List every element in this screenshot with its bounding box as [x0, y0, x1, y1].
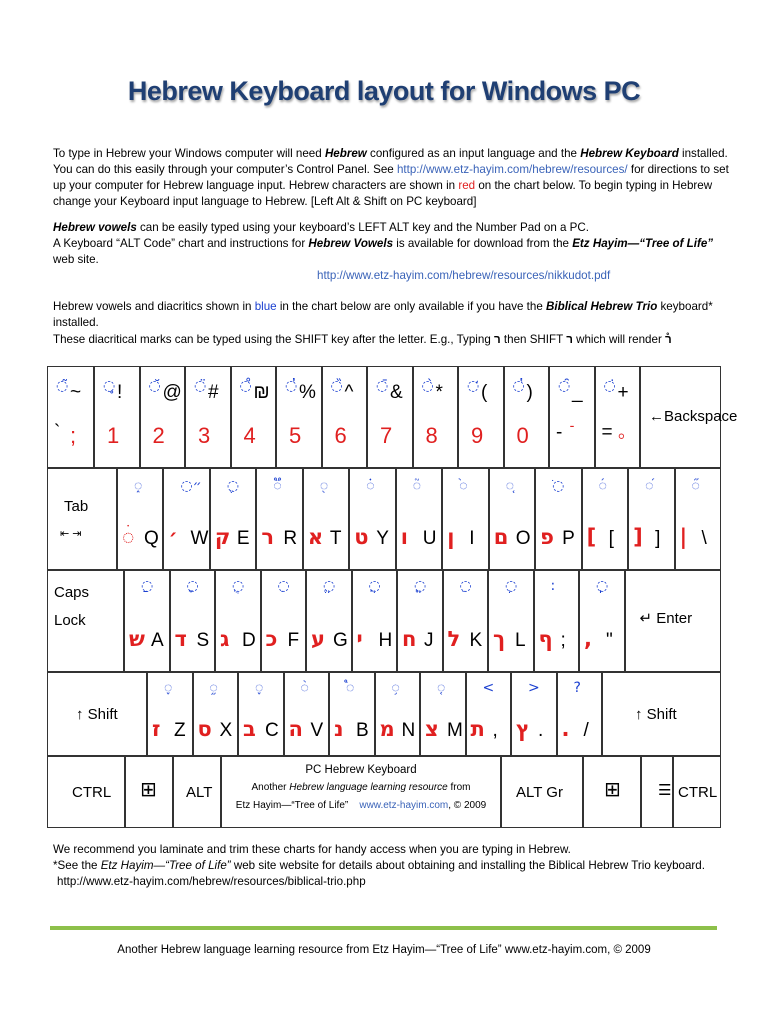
shift-paragraph [53, 332, 733, 348]
diacritic-glyph: ◌̆ [148, 378, 161, 394]
hebrew-char: ד [174, 627, 187, 651]
hebrew-char: ף [538, 627, 553, 651]
vowels-text: Hebrew Vowels [308, 237, 394, 250]
hebrew-char: ◌ׄ [122, 525, 135, 549]
lower-char: ` [54, 422, 61, 443]
latin-char: " [606, 630, 613, 651]
key-row2[interactable] [396, 468, 442, 570]
hebrew-char: . [561, 717, 570, 741]
diacritic-glyph: ◌֖ [319, 478, 329, 494]
hebrew-char: 6 [334, 423, 347, 448]
diacritic-glyph: ◌̏ [330, 378, 343, 394]
key-row1[interactable] [367, 366, 413, 468]
diacritic-glyph: ◌ֻ [232, 578, 245, 594]
key-row3[interactable] [488, 570, 534, 672]
diacritic-glyph: ◌֞ [691, 478, 700, 494]
keyboard-chart [47, 366, 738, 828]
note-text: web site website for details about obtaining and installing the Biblical Hebrew Trio keyboard. [230, 859, 705, 872]
blue-text: keyboard* installed. [53, 300, 713, 329]
latin-char: D [242, 630, 256, 651]
key-row4[interactable] [557, 672, 603, 756]
hebrew-char: 8 [425, 423, 438, 448]
ctrl-left-key[interactable] [47, 756, 125, 828]
hebrew-char: [ [586, 525, 597, 549]
latin-char: H [378, 630, 393, 651]
key-row4[interactable] [511, 672, 557, 756]
windows-logo-icon: ⊞ [604, 777, 621, 801]
space-text: , © 2009 [448, 800, 487, 811]
key-row1[interactable] [458, 366, 504, 468]
key-row2[interactable] [349, 468, 395, 570]
shift-right-key[interactable] [602, 672, 721, 756]
resources-link[interactable]: http://www.etz-hayim.com/hebrew/resources/ [396, 163, 628, 176]
key-row4[interactable] [420, 672, 466, 756]
key-row1[interactable] [276, 366, 322, 468]
latin-char: N [401, 720, 416, 741]
key-row1[interactable] [231, 366, 277, 468]
note-text: Etz Hayim—“Tree of Life” [100, 859, 231, 872]
diacritic-glyph: ◌֤ [437, 680, 446, 696]
vowels-text: is available for download from the [393, 237, 573, 250]
shift-text: These diacritical marks can be typed using the SHIFT key after the letter. E.g., Typing [53, 333, 494, 346]
key-row3[interactable] [261, 570, 307, 672]
hebrew-char: ; [70, 423, 77, 448]
diacritic-glyph: ◌֑ [134, 478, 143, 494]
space-line [222, 783, 500, 793]
hebrew-char: ב [243, 717, 256, 741]
shift-char: + [617, 382, 629, 403]
diacritic-glyph: ◌֗ [366, 478, 375, 494]
diacritic-glyph: ◌֜ [598, 478, 607, 494]
space-text: www.etz-hayim.com [359, 800, 449, 811]
altgr-key[interactable] [501, 756, 583, 828]
tab-key[interactable] [47, 468, 117, 570]
hebrew-char: ׳ [168, 525, 178, 549]
footer-rule [50, 926, 717, 930]
hebrew-char: 7 [380, 423, 393, 448]
alt-key[interactable] [173, 756, 221, 828]
diacritic-glyph: ◌̔ [512, 378, 525, 394]
shift-char: & [390, 382, 403, 403]
alt-label: ALT [186, 784, 213, 801]
key-row4[interactable] [193, 672, 239, 756]
latin-char: ] [655, 528, 661, 549]
example-letter: ר [494, 333, 501, 346]
key-row2[interactable] [582, 468, 628, 570]
key-row2[interactable] [163, 468, 209, 570]
hebrew-char: ק [214, 525, 231, 549]
key-row1[interactable] [322, 366, 368, 468]
key-row3[interactable] [397, 570, 443, 672]
diacritic-glyph: ◌̑ [558, 378, 571, 394]
key-row2[interactable] [675, 468, 721, 570]
latin-char: R [283, 528, 298, 549]
key-row2[interactable] [489, 468, 535, 570]
diacritic-glyph: ◌ֳ [414, 578, 427, 594]
shift-char: ₪ [253, 382, 270, 403]
notes [53, 842, 733, 890]
key-row2[interactable] [442, 468, 488, 570]
diacritic-glyph: ◌ֶ [226, 478, 240, 494]
hebrew-char: ך [493, 627, 506, 651]
key-row2[interactable] [256, 468, 302, 570]
latin-char: X [219, 720, 233, 741]
vowels-text: can be easily typed using your keyboard’s LEFT ALT key and the Number Pad on a PC. [136, 221, 589, 234]
hebrew-char: כ [265, 627, 278, 651]
hebrew-char: ח [402, 627, 417, 651]
diacritic-glyph: ◌̃ [56, 378, 69, 394]
windows-left-key[interactable] [125, 756, 173, 828]
hebrew-char: א [307, 525, 324, 549]
latin-char: L [515, 630, 526, 651]
ctrl-label: CTRL [72, 784, 112, 801]
shift-char: ~ [70, 382, 82, 403]
diacritic-glyph: ◌̄ [376, 378, 389, 394]
diacritic-glyph: ◌̊ [239, 378, 252, 394]
backspace-label: ←Backspace [649, 408, 738, 425]
latin-char: T [329, 528, 342, 549]
diacritic-glyph: ◌ְ [505, 578, 518, 594]
blue-text: blue [254, 300, 277, 313]
latin-char: I [469, 528, 475, 549]
latin-char: S [196, 630, 210, 651]
hebrew-char: 4 [243, 423, 256, 448]
intro-text: for directions to set up your computer for Hebrew language input. Hebrew characters are shown in [53, 163, 729, 192]
hebrew-char: 5 [289, 423, 302, 448]
diacritic-glyph: ◌ֽ [596, 578, 609, 594]
key-row1[interactable] [595, 366, 641, 468]
key-row2[interactable] [535, 468, 581, 570]
hebrew-char: 9 [471, 423, 484, 448]
key-row3[interactable] [579, 570, 625, 672]
blue-text: Biblical Hebrew Trio [546, 300, 658, 313]
key-row4[interactable] [466, 672, 512, 756]
hebrew-char: ◦ [617, 423, 626, 448]
key-row2[interactable] [628, 468, 674, 570]
page-title: Hebrew Keyboard layout for Windows PC [127, 76, 641, 106]
key-row3[interactable] [306, 570, 352, 672]
hebrew-char: ל [447, 627, 461, 651]
latin-char: C [265, 720, 279, 741]
diacritic-glyph: ◌֦ [209, 680, 218, 696]
hebrew-char: ן [447, 525, 455, 549]
key-row4[interactable] [375, 672, 421, 756]
intro-paragraph [53, 146, 733, 210]
latin-char: M [447, 720, 463, 741]
key-row3[interactable] [215, 570, 261, 672]
diacritic-glyph: ◌֨ [300, 680, 309, 696]
diacritic-glyph: ◌֝ [645, 478, 654, 494]
diacritic-glyph: ◌ֵ [459, 578, 472, 594]
hebrew-char: ם [493, 525, 509, 549]
vowels-text: web site. [53, 253, 99, 266]
key-row3[interactable] [534, 570, 580, 672]
key-row4[interactable] [329, 672, 375, 756]
hebrew-char: ] [633, 525, 643, 549]
menu-key[interactable] [641, 756, 673, 828]
latin-char: B [356, 720, 369, 741]
hebrew-char: ו [400, 525, 408, 549]
latin-char: E [236, 528, 250, 549]
footer: Another Hebrew language learning resource from Etz Hayim—“Tree of Life” www.etz-hayim.com, © 2009 [117, 944, 651, 956]
diacritic-glyph: ◌̈ [194, 378, 207, 394]
hebrew-char: פ [540, 525, 554, 549]
nikkudot-link[interactable]: http://www.etz-hayim.com/hebrew/resources/nikkudot.pdf [317, 269, 611, 282]
shift-char: _ [572, 382, 583, 403]
key-row1[interactable] [413, 366, 459, 468]
intro-text: Hebrew Keyboard [580, 147, 679, 160]
intro-text: To type in Hebrew your Windows computer will need [53, 147, 325, 160]
latin-char: O [515, 528, 531, 549]
shift-text: then SHIFT [500, 333, 567, 346]
example-letter: ר֯ [665, 333, 672, 346]
hebrew-char: ע [311, 627, 325, 651]
diacritic-glyph: ◌̀ [421, 378, 434, 394]
intro-text: on the chart below. To begin typing in Hebrew change your Keyboard input language to Hebrew. [Left Alt & Shift on PC keyboard] [53, 179, 713, 208]
vowels-text: Etz Hayim—“Tree of Life” [572, 237, 714, 250]
space-title: PC Hebrew Keyboard [305, 764, 417, 776]
key-row4[interactable] [284, 672, 330, 756]
key-row1[interactable] [185, 366, 231, 468]
enter-key[interactable] [625, 570, 722, 672]
latin-char: J [424, 630, 434, 651]
hebrew-char: ש [129, 627, 145, 651]
key-row4[interactable] [147, 672, 193, 756]
diacritic-glyph: ◌֘ [412, 478, 422, 494]
hebrew-char: ג [220, 627, 230, 651]
diacritic-glyph: ◌̇ [603, 378, 616, 394]
enter-label: ↵ Enter [639, 610, 693, 627]
trio-link[interactable]: http://www.etz-hayim.com/hebrew/resources/biblical-trio.php [57, 875, 366, 888]
diacritic-glyph: ◌֪ [255, 680, 264, 696]
shift-char: # [208, 382, 219, 403]
latin-char: Q [144, 528, 159, 549]
key-row4[interactable] [238, 672, 284, 756]
shift-text: which will render [572, 333, 666, 346]
latin-char: W [190, 528, 209, 549]
hebrew-char: 2 [152, 423, 165, 448]
diacritic-glyph: ◌֥ [391, 680, 400, 696]
diacritic-glyph: ◌״ [180, 478, 202, 494]
diacritic-glyph: ◌ֹ [552, 478, 565, 494]
shift-char: ) [526, 382, 533, 403]
hebrew-char: | [679, 525, 688, 549]
menu-icon: ☰ [658, 782, 672, 799]
latin-char: . [538, 720, 544, 741]
ctrl-right-key[interactable] [673, 756, 721, 828]
intro-text: red [458, 179, 476, 192]
note-text: *See the [53, 859, 101, 872]
diacritic-glyph: > [528, 680, 540, 696]
key-row2[interactable] [210, 468, 256, 570]
key-row3[interactable] [443, 570, 489, 672]
key-row1[interactable] [140, 366, 186, 468]
hebrew-char: ר [261, 525, 275, 549]
diacritic-glyph: ◌֩ [346, 680, 355, 696]
key-row2[interactable] [117, 468, 163, 570]
diacritic-glyph: ◌ִ [277, 578, 290, 594]
latin-char: Y [376, 528, 389, 549]
shift-char: ( [481, 382, 488, 403]
diacritic-glyph: ◌̥ [103, 378, 116, 394]
hebrew-char: ט [354, 525, 369, 549]
windows-right-key[interactable] [583, 756, 641, 828]
intro-text: installed. You can do this easily through your computer’s Control Panel. See [53, 147, 728, 176]
shift-label: ↑ Shift [76, 706, 118, 723]
hebrew-char: 3 [198, 423, 211, 448]
windows-logo-icon: ⊞ [140, 777, 157, 801]
space-text: Hebrew language learning resource [289, 782, 448, 793]
hebrew-char: ה [288, 717, 303, 741]
diacritic-glyph: ◌ֱ [323, 578, 336, 594]
note-text: We recommend you laminate and trim these charts for handy access when you are typing in Hebrew. [53, 843, 571, 856]
key-row2[interactable] [303, 468, 349, 570]
latin-char: G [333, 630, 348, 651]
key-row1[interactable] [94, 366, 140, 468]
space-text: Another [251, 782, 290, 793]
diacritic-glyph: ◌֢ [164, 680, 173, 696]
latin-char: / [583, 720, 589, 741]
tab-label: Tab [64, 498, 89, 515]
diacritic-glyph: ◌̓ [285, 378, 298, 394]
vowels-paragraph [53, 220, 733, 284]
diacritic-glyph: ◌ָ [186, 578, 199, 594]
intro-text: configured as an input language and the [366, 147, 581, 160]
latin-char: ; [560, 630, 566, 651]
caps-lock-key[interactable] [47, 570, 124, 672]
hebrew-char: , [584, 627, 592, 651]
vowels-text: A Keyboard “ALT Code” chart and instructions for [53, 237, 309, 250]
caps-label: Caps Lock [54, 584, 90, 629]
diacritic-glyph: ◌ַ [141, 578, 154, 594]
lower-char: - [556, 422, 563, 443]
shift-char: ^ [344, 382, 354, 403]
key-row1[interactable] [47, 366, 94, 468]
shift-left-key[interactable] [47, 672, 147, 756]
key-row1[interactable] [549, 366, 595, 468]
latin-char: F [287, 630, 300, 651]
intro-text: Hebrew [324, 147, 367, 160]
hebrew-char: ת [470, 717, 485, 741]
space-text: Etz Hayim—“Tree of Life” [235, 800, 349, 811]
latin-char: V [310, 720, 324, 741]
diacritic-glyph: ◌֙ [459, 478, 468, 494]
shift-char: ! [117, 382, 123, 403]
diacritic-glyph: : [550, 578, 556, 594]
key-row3[interactable] [124, 570, 170, 672]
hebrew-char: נ [334, 717, 344, 741]
blue-text: Hebrew vowels and diacritics shown in [53, 300, 255, 313]
shift-char: @ [162, 382, 182, 403]
key-row3[interactable] [352, 570, 398, 672]
diacritic-glyph: ? [573, 680, 581, 696]
latin-char: U [422, 528, 437, 549]
blue-paragraph [53, 299, 733, 331]
latin-char: P [562, 528, 575, 549]
diacritic-glyph: ◌֚ [505, 478, 515, 494]
lower-char: = [601, 422, 613, 443]
diacritic-glyph: < [482, 680, 495, 696]
shift-char: % [299, 382, 316, 403]
hebrew-char: י [356, 627, 363, 651]
example-letter: ר [566, 333, 573, 346]
tab-arrows-icon: ⇤ ⇥ [60, 528, 82, 540]
space-text: from [447, 782, 471, 793]
ctrl-label: CTRL [678, 784, 718, 801]
hebrew-char: מ [379, 717, 395, 741]
shift-label: ↑ Shift [635, 706, 677, 723]
backspace-key[interactable] [640, 366, 738, 468]
diacritic-glyph: ◌֟ [273, 478, 282, 494]
latin-char: \ [701, 528, 707, 549]
hebrew-char: ס [197, 717, 212, 741]
altgr-label: ALT Gr [516, 784, 563, 801]
latin-char: , [492, 720, 498, 741]
blue-text: in the chart below are only available if you have the [276, 300, 547, 313]
latin-char: A [151, 630, 164, 651]
space-key[interactable] [221, 756, 501, 828]
space-line [222, 801, 500, 811]
hebrew-char: ץ [516, 717, 530, 741]
latin-char: Z [174, 720, 186, 741]
key-row3[interactable] [170, 570, 216, 672]
latin-char: [ [608, 528, 614, 549]
hebrew-char: 1 [107, 423, 120, 448]
hebrew-char: ז [152, 717, 161, 741]
hebrew-char: 0 [516, 423, 529, 448]
hebrew-char: צ [425, 717, 439, 741]
shift-char: * [435, 382, 443, 403]
diacritic-glyph: ◌̒ [467, 378, 480, 394]
latin-char: K [469, 630, 483, 651]
diacritic-glyph: ◌ֲ [368, 578, 381, 594]
vowels-text: Hebrew vowels [53, 221, 137, 234]
key-row1[interactable] [504, 366, 550, 468]
